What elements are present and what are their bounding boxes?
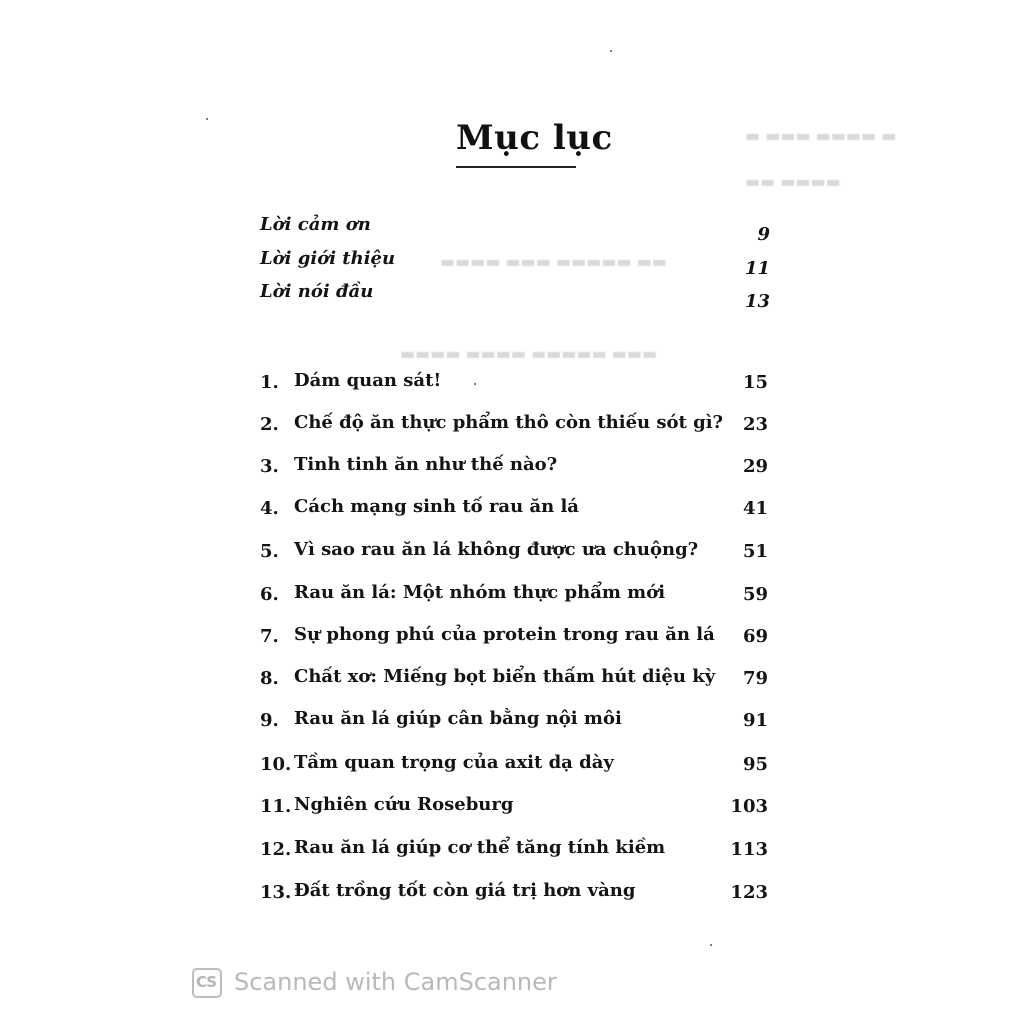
front-matter-item: [260, 214, 770, 244]
chapter-title: Vì sao rau ăn lá không được ưa chuộng?: [294, 539, 699, 560]
toc-entry: [260, 412, 768, 442]
toc-entry: [260, 666, 768, 696]
scan-speck: [206, 118, 208, 120]
front-matter-label: Lời nói đầu: [260, 281, 374, 302]
chapter-title: Dám quan sát!: [294, 370, 442, 391]
front-matter-item: [260, 281, 770, 311]
chapter-title: Đất trồng tốt còn giá trị hơn vàng: [294, 880, 636, 901]
scan-speck: [610, 50, 612, 52]
front-matter-label: Lời cảm ơn: [260, 214, 371, 235]
chapter-title: Chế độ ăn thực phẩm thô còn thiếu sót gì?: [294, 412, 724, 433]
chapter-number: 1.: [260, 372, 279, 393]
chapter-title: Sự phong phú của protein trong rau ăn lá: [294, 624, 715, 645]
chapter-number: 11.: [260, 796, 292, 817]
chapter-page: 29: [742, 456, 768, 477]
chapter-page: 15: [742, 372, 768, 393]
toc-entry: [260, 837, 768, 867]
chapter-title: Nghiên cứu Roseburg: [294, 794, 514, 815]
chapter-page: 95: [742, 754, 768, 775]
camscanner-logo-text: CS: [196, 973, 217, 991]
front-matter-page: 11: [744, 258, 770, 279]
chapter-number: 7.: [260, 626, 279, 647]
chapter-number: 3.: [260, 456, 279, 477]
chapter-page: 59: [742, 584, 768, 605]
scan-speck: [474, 383, 476, 385]
chapter-title: Rau ăn lá giúp cân bằng nội môi: [294, 708, 622, 729]
bleed-through: ▬ ▬▬▬ ▬▬▬▬ ▬: [745, 126, 897, 145]
toc-entry: [260, 708, 768, 738]
watermark-text: Scanned with CamScanner: [234, 968, 557, 996]
bleed-through: ▬▬▬▬ ▬▬▬ ▬▬▬▬▬ ▬▬: [440, 252, 667, 271]
chapter-page: 79: [742, 668, 768, 689]
chapter-page: 91: [742, 710, 768, 731]
toc-entry: [260, 454, 768, 484]
chapter-title: Rau ăn lá giúp cơ thể tăng tính kiềm: [294, 837, 666, 858]
chapter-title: Tầm quan trọng của axit dạ dày: [294, 752, 614, 773]
bleed-through: ▬▬ ▬▬▬▬: [745, 172, 841, 191]
chapter-title: Tinh tinh ăn như thế nào?: [294, 454, 558, 475]
chapter-number: 5.: [260, 541, 279, 562]
scan-speck: [710, 944, 712, 946]
toc-entry: [260, 582, 768, 612]
title-underline: [456, 166, 576, 168]
chapter-page: 41: [742, 498, 768, 519]
chapter-page: 23: [742, 414, 768, 435]
chapter-number: 6.: [260, 584, 279, 605]
toc-entry: [260, 752, 768, 782]
page-title: Mục lục: [456, 118, 613, 158]
toc-entry: [260, 496, 768, 526]
chapter-title: Chất xơ: Miếng bọt biển thấm hút diệu kỳ: [294, 666, 716, 687]
chapter-number: 13.: [260, 882, 292, 903]
front-matter-label: Lời giới thiệu: [260, 248, 396, 269]
toc-entry: [260, 794, 768, 824]
chapter-page: 123: [730, 882, 768, 903]
front-matter-item: [260, 248, 770, 278]
chapter-page: 113: [730, 839, 768, 860]
chapter-title: Rau ăn lá: Một nhóm thực phẩm mới: [294, 582, 666, 603]
front-matter-page: 13: [744, 291, 770, 312]
chapter-number: 9.: [260, 710, 279, 731]
front-matter-page: 9: [757, 224, 770, 245]
toc-entry: [260, 370, 768, 400]
chapter-page: 103: [730, 796, 768, 817]
camscanner-logo-icon: [192, 968, 222, 998]
chapter-title: Cách mạng sinh tố rau ăn lá: [294, 496, 579, 517]
chapter-number: 8.: [260, 668, 279, 689]
bleed-through: ▬▬▬▬ ▬▬▬▬ ▬▬▬▬▬ ▬▬▬: [400, 344, 658, 363]
chapter-page: 69: [742, 626, 768, 647]
chapter-number: 10.: [260, 754, 292, 775]
chapter-number: 12.: [260, 839, 292, 860]
chapter-page: 51: [742, 541, 768, 562]
chapter-number: 2.: [260, 414, 279, 435]
toc-entry: [260, 880, 768, 910]
toc-entry: [260, 539, 768, 569]
toc-entry: [260, 624, 768, 654]
chapter-number: 4.: [260, 498, 279, 519]
